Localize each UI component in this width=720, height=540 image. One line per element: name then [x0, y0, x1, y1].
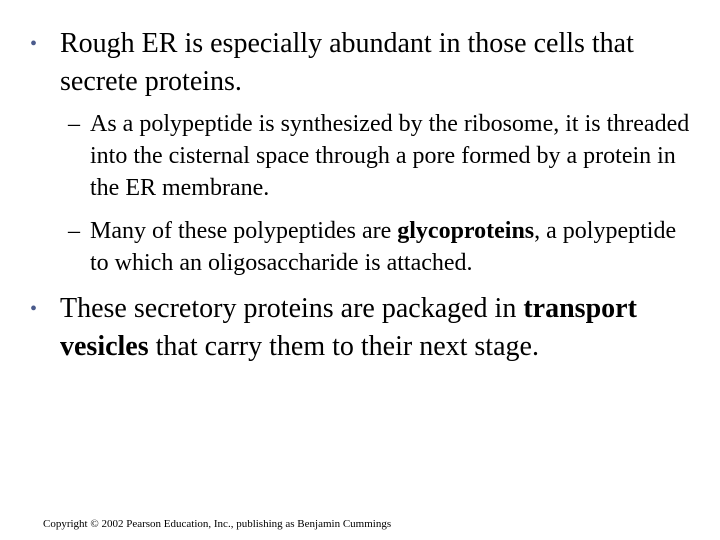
subbullet-text: As a polypeptide is synthesized by the ribosome, it is threaded into the cisternal space through a pore formed by a protein in the ER membrane. — [90, 111, 690, 201]
subbullet-text-after: , a polypeptide to which an oligosaccharide is attached. — [90, 218, 677, 276]
dash-marker: – — [68, 218, 80, 244]
dash-marker: – — [68, 111, 80, 137]
bullet-rough-er — [30, 25, 690, 101]
bullet-text-before: These secretory proteins are packaged in — [60, 293, 524, 324]
bullet-secretory-proteins — [30, 290, 690, 366]
subbullet-text-before: Many of these polypeptides are — [90, 218, 398, 244]
subbullet-text — [90, 215, 698, 279]
subbullet-glycoproteins — [68, 215, 698, 279]
bullet-text: Rough ER is especially abundant in those cells that secrete proteins. — [60, 28, 634, 97]
copyright-footer: Copyright © 2002 Pearson Education, Inc., publishing as Benjamin Cummings — [43, 518, 392, 530]
bullet-marker: • — [30, 33, 38, 55]
bullet-marker: • — [30, 298, 38, 320]
term-glycoproteins: glycoproteins — [397, 218, 535, 244]
bullet-text — [60, 290, 690, 366]
bullet-text-after: that carry them to their next stage. — [148, 331, 539, 362]
subbullet-polypeptide-threaded — [68, 108, 698, 204]
term-transport-vesicles: transport vesicles — [60, 293, 637, 362]
